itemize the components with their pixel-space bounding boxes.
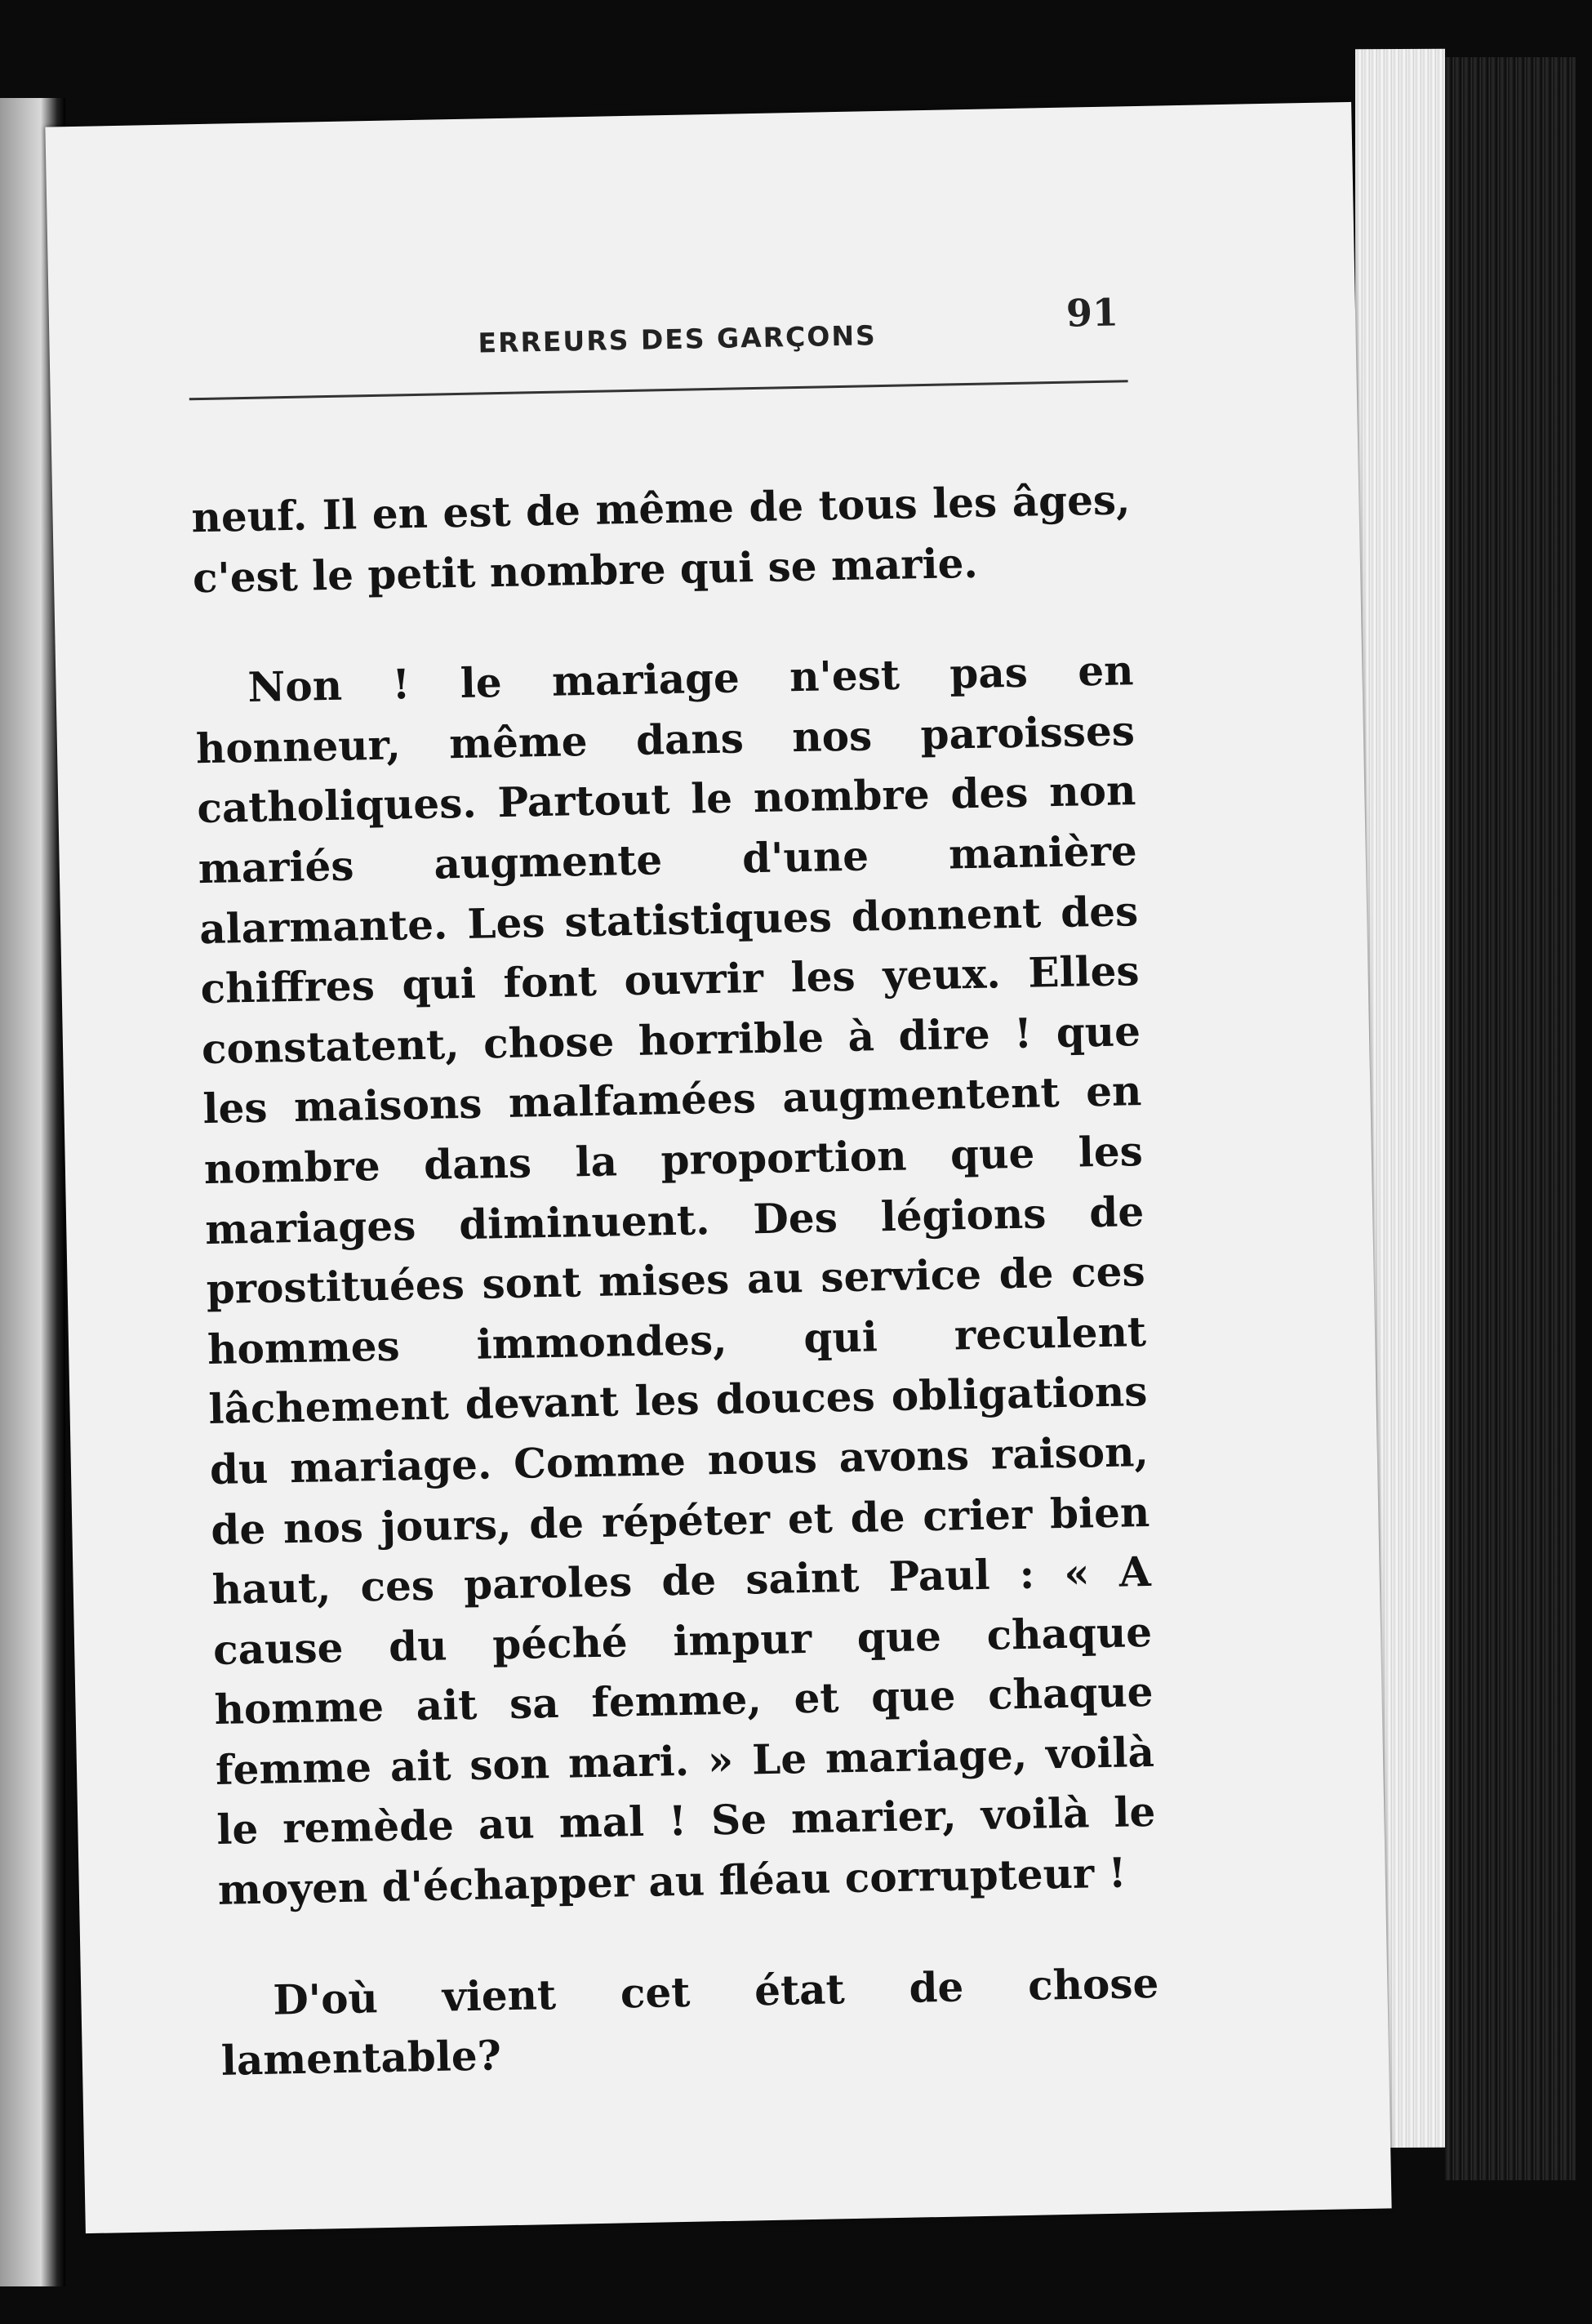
paragraph: D'où vient cet état de chose lamentable? <box>220 1958 1159 2086</box>
running-title: ERREURS DES GARÇONS <box>478 319 878 359</box>
book-binding-right <box>1445 57 1576 2180</box>
paragraph: neuf. Il en est de même de tous les âges, c'est le petit nombre qui se marie. <box>191 475 1131 602</box>
body-text <box>191 470 1160 2091</box>
page-number: 91 <box>1065 290 1119 336</box>
book-page <box>45 102 1391 2233</box>
page-header <box>188 290 1128 381</box>
paragraph: Non ! le mariage n'est pas en honneur, même dans nos paroisses catholiques. Partout le nombre des non mariés augmente d'une manière alarmante. Les statistiques donnent des chiffres qui font ouvrir les yeux. Elles constatent, chose horrible à dire ! que les maisons malfamées augmentent en nombre dans la proportion que les mariages diminuent. Des légions de prostituées sont mises au service de ces hommes immondes, qui reculent lâchement devant les douces obligations du mariage. Comme nous avons raison, de nos jours, de répéter et de crier bien haut, ces paroles de saint Paul : « A cause du péché impur que chaque homme ait sa femme, et que chaque femme ait son mari. » Le mariage, voilà le remède au mal ! Se marier, voilà le moyen d'échapper au fléau corrupteur ! <box>195 646 1156 1914</box>
header-rule <box>189 380 1128 400</box>
